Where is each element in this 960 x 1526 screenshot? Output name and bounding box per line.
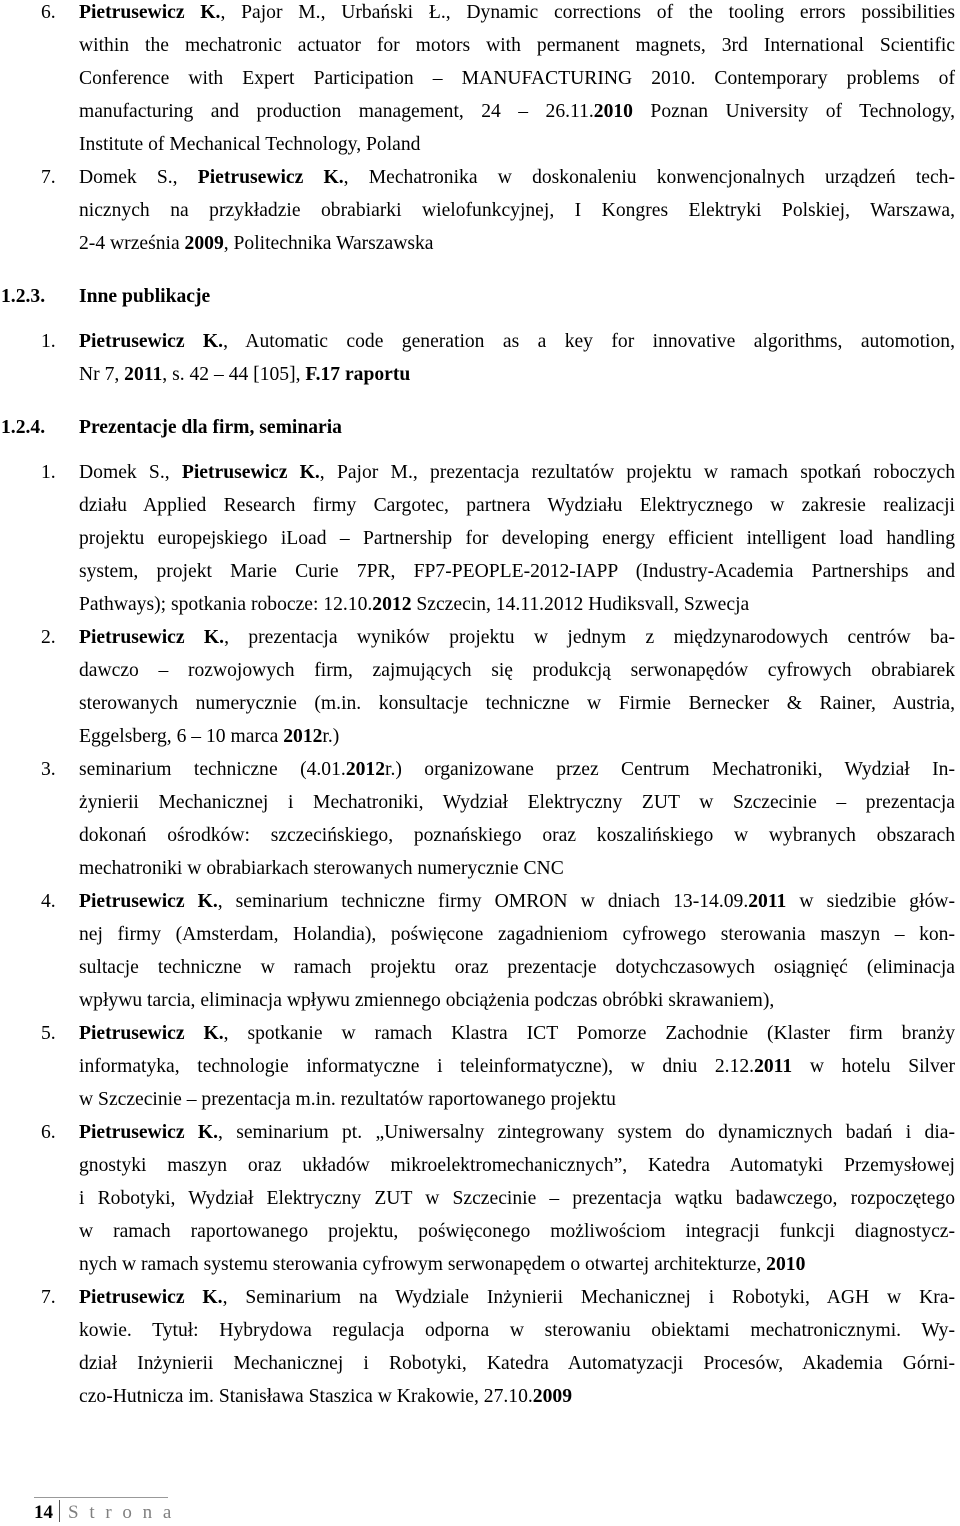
text-line: [79, 1083, 955, 1116]
text: Domek S.,: [79, 462, 182, 483]
text: działu Applied Research firmy Cargotec, partnera Wydziału Elektrycznego w zakresie realizacji: [79, 495, 955, 516]
text-line: [79, 456, 955, 489]
text: i Robotyki, Wydział Elektryczny ZUT w Szczecinie – prezentacja wątku badawczego, rozpoczętego: [79, 1188, 955, 1209]
text: , Pajor M., prezentacja rezultatów projektu w ramach spotkań roboczych: [319, 462, 956, 483]
text-line: [79, 128, 955, 161]
reference-item: [41, 161, 955, 260]
bold-text: 2012: [372, 594, 412, 615]
text: dział Inżynierii Mechanicznej i Robotyki, Katedra Automatyzacji Procesów, Akademia Górni-: [79, 1353, 955, 1374]
text-line: [79, 984, 955, 1017]
section-heading: [1, 411, 955, 444]
reference-item: [41, 1017, 955, 1116]
text: , Mechatronika w doskonaleniu konwencjonalnych urządzeń tech-: [343, 167, 955, 188]
section-title: Prezentacje dla firm, seminaria: [79, 417, 342, 438]
text-line: [79, 1281, 955, 1314]
text: sterowanych numerycznie (m.in. konsultacje techniczne w Firmie Bernecker & Rainer, Austria,: [79, 693, 955, 714]
text-line: [79, 358, 955, 391]
text: , Pajor M., Urbański Ł., Dynamic corrections of the tooling errors possibilities: [220, 2, 955, 23]
text-line: [79, 852, 955, 885]
text-line: [79, 227, 955, 260]
text-line: [79, 1050, 955, 1083]
text: dokonań ośrodków: szczecińskiego, poznańskiego oraz koszalińskiego w wybranych obszarach: [79, 825, 955, 846]
text-line: [79, 885, 955, 918]
text: Eggelsberg, 6 – 10 marca: [79, 726, 284, 747]
text: informatyka, technologie informatyczne i teleinformatyczne), w dniu 2.12.: [79, 1056, 755, 1077]
bold-text: 2010: [766, 1254, 806, 1275]
text-line: [79, 0, 955, 29]
reference-item: [41, 456, 955, 621]
bold-text: Pietrusewicz K.: [79, 1287, 223, 1308]
item-number: 1.: [41, 331, 56, 352]
text: , s. 42 – 44 [105],: [162, 364, 306, 385]
text: Nr 7,: [79, 364, 125, 385]
text-line: [79, 1116, 955, 1149]
reference-item: [41, 621, 955, 753]
text-line: [79, 555, 955, 588]
footer-divider: [34, 1497, 168, 1498]
item-number: 6.: [41, 1122, 56, 1143]
text-line: [79, 522, 955, 555]
text-line: [79, 951, 955, 984]
bold-text: 2011: [748, 891, 787, 912]
item-number: 4.: [41, 891, 56, 912]
item-number: 6.: [41, 2, 56, 23]
text: w Szczecinie – prezentacja m.in. rezultatów raportowanego projektu: [79, 1089, 616, 1110]
text: projektu europejskiego iLoad – Partnership for developing energy efficient intelligent load handling: [79, 528, 955, 549]
item-number: 5.: [41, 1023, 56, 1044]
reference-item: [41, 1281, 955, 1413]
page-footer: [34, 1500, 174, 1526]
text: , Politechnika Warszawska: [223, 233, 434, 254]
text: Pathways); spotkania robocze: 12.10.: [79, 594, 373, 615]
text-line: [79, 95, 955, 128]
text: mechatroniki w obrabiarkach sterowanych numerycznie CNC: [79, 858, 564, 879]
footer-separator: [59, 1500, 60, 1522]
item-number: 1.2.3.: [1, 286, 46, 307]
text: w hotelu Silver: [792, 1056, 955, 1077]
text-line: [79, 1314, 955, 1347]
text: , Automatic code generation as a key for innovative algorithms, automotion,: [223, 331, 955, 352]
bold-text: Pietrusewicz K.: [79, 331, 224, 352]
text-line: [79, 1182, 955, 1215]
text-line: [79, 621, 955, 654]
bold-text: 2010: [593, 101, 633, 122]
text-line: [79, 720, 955, 753]
item-number: 3.: [41, 759, 56, 780]
reference-item: [41, 1116, 955, 1281]
text-line: [79, 161, 955, 194]
text-line: [79, 1017, 955, 1050]
bold-text: Pietrusewicz K.: [79, 2, 221, 23]
text: nej firmy (Amsterdam, Holandia), poświęcone zagadnieniom cyfrowego sterowania maszyn – kon-: [79, 924, 955, 945]
text-line: [79, 654, 955, 687]
text: , prezentacja wyników projektu w jednym z międzynarodowych centrów ba-: [224, 627, 955, 648]
reference-item: [41, 753, 955, 885]
text: nych w ramach systemu sterowania cyfrowym serwonapędem o otwartej architekturze,: [79, 1254, 767, 1275]
bold-text: 2012: [345, 759, 385, 780]
text: w ramach raportowanego projektu, poświęconego możliwościom integracji funkcji diagnostycz-: [79, 1221, 955, 1242]
text: Szczecin, 14.11.2012 Hudiksvall, Szwecja: [411, 594, 750, 615]
text-line: [79, 325, 955, 358]
item-number: 7.: [41, 167, 56, 188]
bold-text: 2011: [754, 1056, 793, 1077]
text: czo-Hutnicza im. Stanisława Staszica w Krakowie, 27.10.: [79, 1386, 533, 1407]
text-line: [79, 1248, 955, 1281]
text: r.): [322, 726, 340, 747]
text-line: [79, 687, 955, 720]
text: , seminarium techniczne firmy OMRON w dniach 13-14.09.: [217, 891, 749, 912]
text: , Seminarium na Wydziale Inżynierii Mechanicznej i Robotyki, AGH w Kra-: [222, 1287, 955, 1308]
bold-text: 2011: [124, 364, 163, 385]
text: gnostyki maszyn oraz układów mikroelektromechanicznych”, Katedra Automatyki Przemysłowej: [79, 1155, 955, 1176]
text-line: [79, 588, 955, 621]
section-heading: [1, 280, 955, 313]
text: within the mechatronic actuator for motors with permanent magnets, 3rd International Scientific: [79, 35, 955, 56]
reference-item: [41, 0, 955, 161]
footer-label: S t r o n a: [68, 1502, 175, 1523]
document-page: [1, 0, 956, 1413]
text-line: [79, 918, 955, 951]
text: w siedzibie głów-: [786, 891, 955, 912]
text: Domek S.,: [79, 167, 198, 188]
bold-text: Pietrusewicz K.: [197, 167, 344, 188]
bold-text: Pietrusewicz K.: [79, 891, 218, 912]
text-line: [79, 1215, 955, 1248]
item-number: 2.: [41, 627, 56, 648]
text: żynierii Mechanicznej i Mechatroniki, Wydział Elektryczny ZUT w Szczecinie – prezentacja: [79, 792, 955, 813]
text-line: [79, 1149, 955, 1182]
text: 2-4 września: [79, 233, 185, 254]
bold-text: Pietrusewicz K.: [79, 627, 225, 648]
text-line: [79, 819, 955, 852]
text-line: [79, 62, 955, 95]
bold-text: 2009: [184, 233, 224, 254]
text-line: [79, 489, 955, 522]
item-number: 1.2.4.: [1, 417, 46, 438]
text: , seminarium pt. „Uniwersalny zintegrowany system do dynamicznych badań i dia-: [217, 1122, 955, 1143]
text: , spotkanie w ramach Klastra ICT Pomorze Zachodnie (Klaster firm branży: [223, 1023, 955, 1044]
text-line: [79, 1380, 955, 1413]
text-line: [79, 29, 955, 62]
section-title: Inne publikacje: [79, 286, 211, 307]
text: Institute of Mechanical Technology, Poland: [79, 134, 421, 155]
text: seminarium techniczne (4.01.: [79, 759, 346, 780]
text: nicznych na przykładzie obrabiarki wielofunkcyjnej, I Kongres Elektryki Polskiej, Warszawa,: [79, 200, 955, 221]
bold-text: 2009: [532, 1386, 572, 1407]
text: dawczo – rozwojowych firm, zajmujących się produkcją serwonapędów cyfrowych obrabiarek: [79, 660, 955, 681]
text-line: [79, 194, 955, 227]
text-line: [79, 1347, 955, 1380]
reference-item: [41, 325, 955, 391]
bold-text: Pietrusewicz K.: [79, 1122, 218, 1143]
text: kowie. Tytuł: Hybrydowa regulacja odporna w sterowaniu obiektami mechatronicznymi. Wy-: [79, 1320, 955, 1341]
bold-text: Pietrusewicz K.: [79, 1023, 224, 1044]
page-number: 14: [34, 1502, 53, 1523]
text: manufacturing and production management, 24 – 26.11.: [79, 101, 594, 122]
text: Poznan University of Technology,: [632, 101, 955, 122]
text-line: [79, 753, 955, 786]
reference-item: [41, 885, 955, 1017]
item-number: 7.: [41, 1287, 56, 1308]
text-line: [79, 786, 955, 819]
bold-text: 2012: [283, 726, 323, 747]
text: sultacje techniczne w ramach projektu oraz prezentacje dotychczasowych osiągnięć (eliminacja: [79, 957, 955, 978]
text: system, projekt Marie Curie 7PR, FP7-PEOPLE-2012-IAPP (Industry-Academia Partnerships and: [79, 561, 955, 582]
bold-text: Pietrusewicz K.: [181, 462, 320, 483]
item-number: 1.: [41, 462, 56, 483]
bold-text: F.17 raportu: [305, 364, 411, 385]
text: wpływu tarcia, eliminacja wpływu zmiennego obciążenia podczas obróbki skrawaniem),: [79, 990, 775, 1011]
text: Conference with Expert Participation – MANUFACTURING 2010. Contemporary problems of: [79, 68, 955, 89]
text: r.) organizowane przez Centrum Mechatroniki, Wydział In-: [385, 759, 955, 780]
